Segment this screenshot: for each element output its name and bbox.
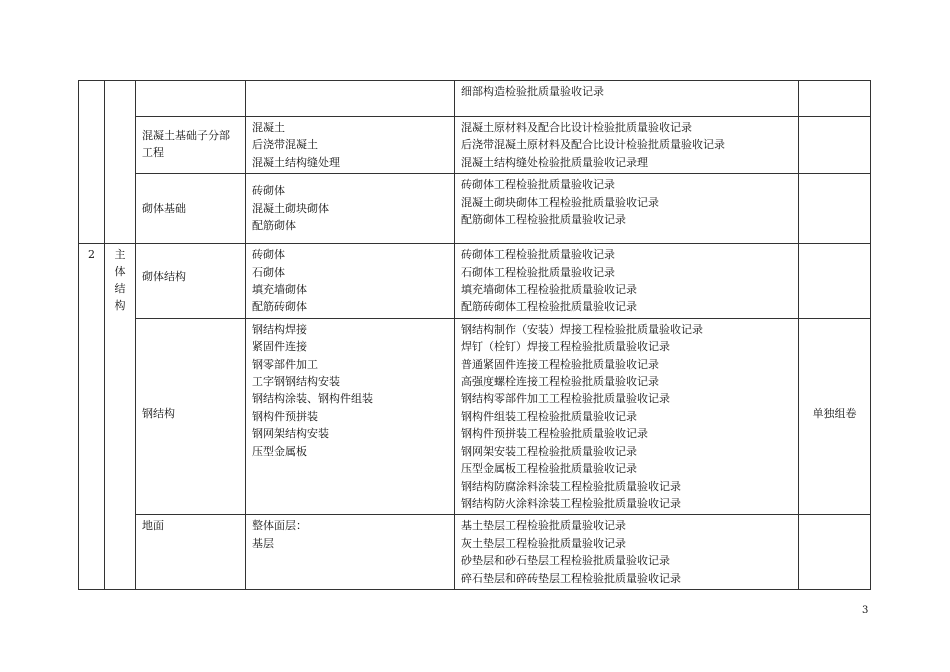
item-line: 混凝土砌块砌体 [252, 201, 329, 215]
record-line: 填充墙砌体工程检验批质量验收记录 [461, 283, 637, 297]
records-cell [455, 318, 799, 514]
item-line: 配筋砌体 [252, 219, 296, 233]
record-line: 砂垫层和砂石垫层工程检验批质量验收记录 [461, 554, 670, 568]
category-char: 体 [114, 265, 126, 279]
record-line: 混凝土砌块砌体工程检验批质量验收记录 [461, 195, 659, 209]
item-line: 填充墙砌体 [252, 283, 307, 297]
note-cell [799, 174, 871, 244]
note-cell [799, 81, 871, 117]
subdivision-label: 地面 [142, 519, 164, 533]
record-line: 灰土垫层工程检验批质量验收记录 [461, 536, 626, 550]
item-line: 石砌体 [252, 265, 285, 279]
record-line: 混凝土结构缝处检验批质量验收记录理 [461, 155, 648, 169]
item-cell [246, 174, 455, 244]
category-char: 结 [114, 282, 126, 296]
records-cell [455, 244, 799, 319]
record-line: 后浇带混凝土原材料及配合比设计检验批质量验收记录 [461, 138, 725, 152]
records-cell [455, 81, 799, 117]
subdivision-label-line1: 混凝土基础子分部 [142, 129, 230, 142]
record-line: 压型金属板工程检验批质量验收记录 [461, 462, 637, 476]
item-line: 砖砌体 [252, 248, 285, 262]
item-number-cell [79, 244, 105, 590]
table-row-steel [79, 318, 871, 514]
subdivision-label-line2: 工程 [142, 146, 164, 160]
item-line: 混凝土结构缝处理 [252, 155, 340, 169]
record-line: 钢构件预拼装工程检验批质量验收记录 [461, 427, 648, 441]
separate-volume-note: 单独组卷 [812, 406, 857, 420]
records-cell [455, 117, 799, 174]
record-line: 高强度螺栓连接工程检验批质量验收记录 [461, 375, 659, 389]
record-line: 石砌体工程检验批质量验收记录 [461, 265, 615, 279]
item-line: 钢结构焊接 [252, 322, 307, 336]
subdivision-label: 砌体基础 [142, 202, 186, 216]
subdivision-cell [136, 318, 246, 514]
category-cell [105, 244, 136, 590]
item-cell [246, 117, 455, 174]
record-line: 碎石垫层和碎砖垫层工程检验批质量验收记录 [461, 571, 681, 585]
record-line: 砖砌体工程检验批质量验收记录 [461, 178, 615, 192]
table-row-concrete [79, 117, 871, 174]
table-row-masonry-foundation [79, 174, 871, 244]
subdivision-cell [136, 515, 246, 590]
acceptance-records-table [78, 80, 871, 590]
record-line: 钢构件组装工程检验批质量验收记录 [461, 409, 637, 423]
record-line: 钢网架安装工程检验批质量验收记录 [461, 444, 637, 458]
record-line: 钢结构制作（安装）焊接工程检验批质量验收记录 [461, 322, 703, 336]
subdivision-label: 钢结构 [142, 406, 175, 420]
record-line: 普通紧固件连接工程检验批质量验收记录 [461, 357, 659, 371]
table-row-masonry-structure [79, 244, 871, 319]
table-row-top [79, 81, 871, 117]
record-line: 焊钉（栓钉）焊接工程检验批质量验收记录 [461, 340, 670, 354]
item-line: 整体面层： [252, 519, 307, 533]
record-line: 钢结构零部件加工工程检验批质量验收记录 [461, 392, 670, 406]
item-line: 配筋砖砌体 [252, 300, 307, 314]
number-cell-empty [79, 81, 105, 244]
item-line: 砖砌体 [252, 184, 285, 198]
item-line: 工字钢钢结构安装 [252, 375, 340, 389]
record-line: 配筋砌体工程检验批质量验收记录 [461, 213, 626, 227]
subdivision-cell [136, 117, 246, 174]
record-line: 基土垫层工程检验批质量验收记录 [461, 519, 626, 533]
item-line: 钢结构涂装、钢构件组装 [252, 392, 373, 406]
category-cell-empty [105, 81, 136, 244]
subdivision-cell [136, 81, 246, 117]
record-line: 砖砌体工程检验批质量验收记录 [461, 248, 615, 262]
item-line: 紧固件连接 [252, 340, 307, 354]
note-cell [799, 318, 871, 514]
item-cell [246, 515, 455, 590]
record-line: 钢结构防火涂料涂装工程检验批质量验收记录 [461, 496, 681, 510]
item-cell [246, 244, 455, 319]
item-line: 后浇带混凝土 [252, 138, 318, 152]
note-cell [799, 244, 871, 319]
item-line: 基层 [252, 536, 274, 550]
note-cell [799, 117, 871, 174]
item-number: 2 [88, 248, 95, 262]
item-cell [246, 81, 455, 117]
record-line: 细部构造检验批质量验收记录 [461, 85, 604, 98]
item-line: 钢零部件加工 [252, 357, 318, 371]
record-line: 钢结构防腐涂料涂装工程检验批质量验收记录 [461, 479, 681, 493]
record-line: 配筋砖砌体工程检验批质量验收记录 [461, 300, 637, 314]
item-line: 混凝土 [252, 121, 285, 134]
subdivision-label: 砌体结构 [142, 270, 186, 284]
note-cell [799, 515, 871, 590]
subdivision-cell [136, 244, 246, 319]
records-cell [455, 174, 799, 244]
subdivision-cell [136, 174, 246, 244]
records-cell [455, 515, 799, 590]
item-cell [246, 318, 455, 514]
item-line: 钢构件预拼装 [252, 409, 318, 423]
page-number: 3 [862, 605, 869, 616]
table-row-ground [79, 515, 871, 590]
category-char: 构 [114, 299, 126, 313]
item-line: 压型金属板 [252, 444, 307, 458]
category-char: 主 [114, 248, 126, 262]
record-line: 混凝土原材料及配合比设计检验批质量验收记录 [461, 121, 692, 134]
item-line: 钢网架结构安装 [252, 427, 329, 441]
